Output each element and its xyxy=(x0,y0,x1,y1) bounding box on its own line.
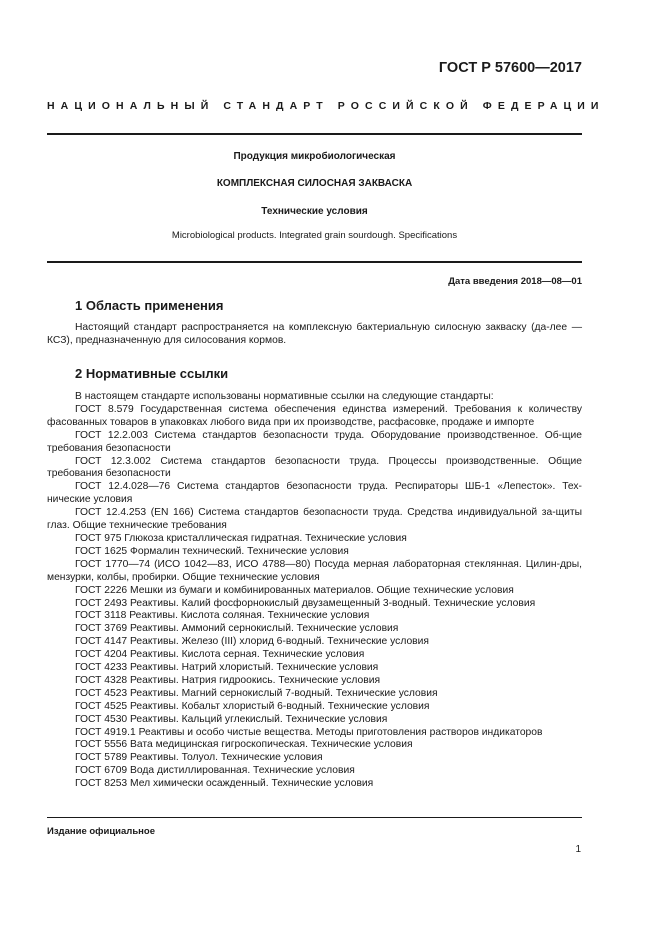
reference-item: ГОСТ 4328 Реактивы. Натрия гидроокись. Технические условия xyxy=(75,674,381,686)
title-english: Microbiological products. Integrated grain sourdough. Specifications xyxy=(171,230,458,241)
reference-item: ГОСТ 4523 Реактивы. Магний сернокислый 7-водный. Технические условия xyxy=(75,687,438,699)
paragraph: В настоящем стандарте использованы нормативные ссылки на следующие стандарты: xyxy=(75,391,494,402)
reference-item: ГОСТ 12.4.028—76 Система стандартов безопасности труда. Респираторы ШБ-1 «Лепесток». Тех-нические условия xyxy=(47,481,582,506)
reference-item: ГОСТ 3118 Реактивы. Кислота соляная. Технические условия xyxy=(75,610,370,622)
reference-item: ГОСТ 1625 Формалин технический. Технические условия xyxy=(75,545,349,557)
edition-note: Издание официальное xyxy=(47,826,155,837)
section-2-body xyxy=(47,391,582,791)
reference-item: ГОСТ 4233 Реактивы. Натрий хлористый. Технические условия xyxy=(75,662,379,674)
reference-item: ГОСТ 2226 Мешки из бумаги и комбинированных материалов. Общие технические условия xyxy=(75,584,514,596)
title-main: КОМПЛЕКСНАЯ СИЛОСНАЯ ЗАКВАСКА xyxy=(216,178,413,189)
reference-item: ГОСТ 4530 Реактивы. Кальций углекислый. Технические условия xyxy=(75,713,388,725)
reference-item: ГОСТ 1770—74 (ИСО 1042—83, ИСО 4788—80) Посуда мерная лабораторная стеклянная. Цилин-дры, мензурки, колбы, пробирки. Общие технические условия xyxy=(47,558,582,583)
reference-item: ГОСТ 4147 Реактивы. Железо (III) хлорид 6-водный. Технические условия xyxy=(75,636,429,648)
title-product: Продукция микробиологическая xyxy=(233,151,396,162)
introduction-date: Дата введения 2018—08—01 xyxy=(448,276,582,287)
reference-item: ГОСТ 12.4.253 (EN 166) Система стандартов безопасности труда. Средства индивидуальной за-щиты глаз. Общие технические требования xyxy=(47,507,582,532)
section-2-heading: 2 Нормативные ссылки xyxy=(75,366,229,381)
top-rule xyxy=(47,133,582,135)
reference-item: ГОСТ 4204 Реактивы. Кислота серная. Технические условия xyxy=(75,649,365,661)
reference-item: ГОСТ 6709 Вода дистиллированная. Технические условия xyxy=(75,765,355,777)
section-1-body xyxy=(47,322,582,348)
gost-number: ГОСТ Р 57600—2017 xyxy=(438,60,582,76)
reference-item: ГОСТ 5789 Реактивы. Толуол. Технические условия xyxy=(75,752,323,764)
reference-item: ГОСТ 8253 Мел химически осажденный. Технические условия xyxy=(75,778,374,790)
title-rule xyxy=(47,261,582,263)
reference-item: ГОСТ 12.2.003 Система стандартов безопасности труда. Оборудование производственное. Об-щие требования безопасности xyxy=(47,429,582,454)
national-standard-banner: НАЦИОНАЛЬНЫЙ СТАНДАРТ РОССИЙСКОЙ ФЕДЕРАЦИИ xyxy=(47,100,605,112)
section-1-heading: 1 Область применения xyxy=(75,298,224,313)
reference-item: ГОСТ 4525 Реактивы. Кобальт хлористый 6-водный. Технические условия xyxy=(75,700,430,712)
reference-item: ГОСТ 2493 Реактивы. Калий фосфорнокислый двузамещенный 3-водный. Технические условия xyxy=(75,597,536,609)
footer-rule xyxy=(47,817,582,818)
reference-item: ГОСТ 975 Глюкоза кристаллическая гидратная. Технические условия xyxy=(75,532,407,544)
reference-item: ГОСТ 3769 Реактивы. Аммоний сернокислый. Технические условия xyxy=(75,623,399,635)
reference-item: ГОСТ 5556 Вата медицинская гигроскопическая. Технические условия xyxy=(75,739,413,751)
page-number: 1 xyxy=(575,844,581,855)
title-specs: Технические условия xyxy=(261,206,368,217)
reference-item: ГОСТ 4919.1 Реактивы и особо чистые вещества. Методы приготовления растворов индикаторов xyxy=(75,726,543,738)
reference-item: ГОСТ 8.579 Государственная система обеспечения единства измерений. Требования к количеству фасованных товаров в упаковках любого вида при их производстве, расфасовке, продаже и импорте xyxy=(47,403,582,428)
reference-item: ГОСТ 12.3.002 Система стандартов безопасности труда. Процессы производственные. Общие требования безопасности xyxy=(47,455,582,480)
paragraph: Настоящий стандарт распространяется на комплексную бактериальную силосную закваску (да-лее — КСЗ), предназначенную для силосования кормов. xyxy=(47,322,582,346)
